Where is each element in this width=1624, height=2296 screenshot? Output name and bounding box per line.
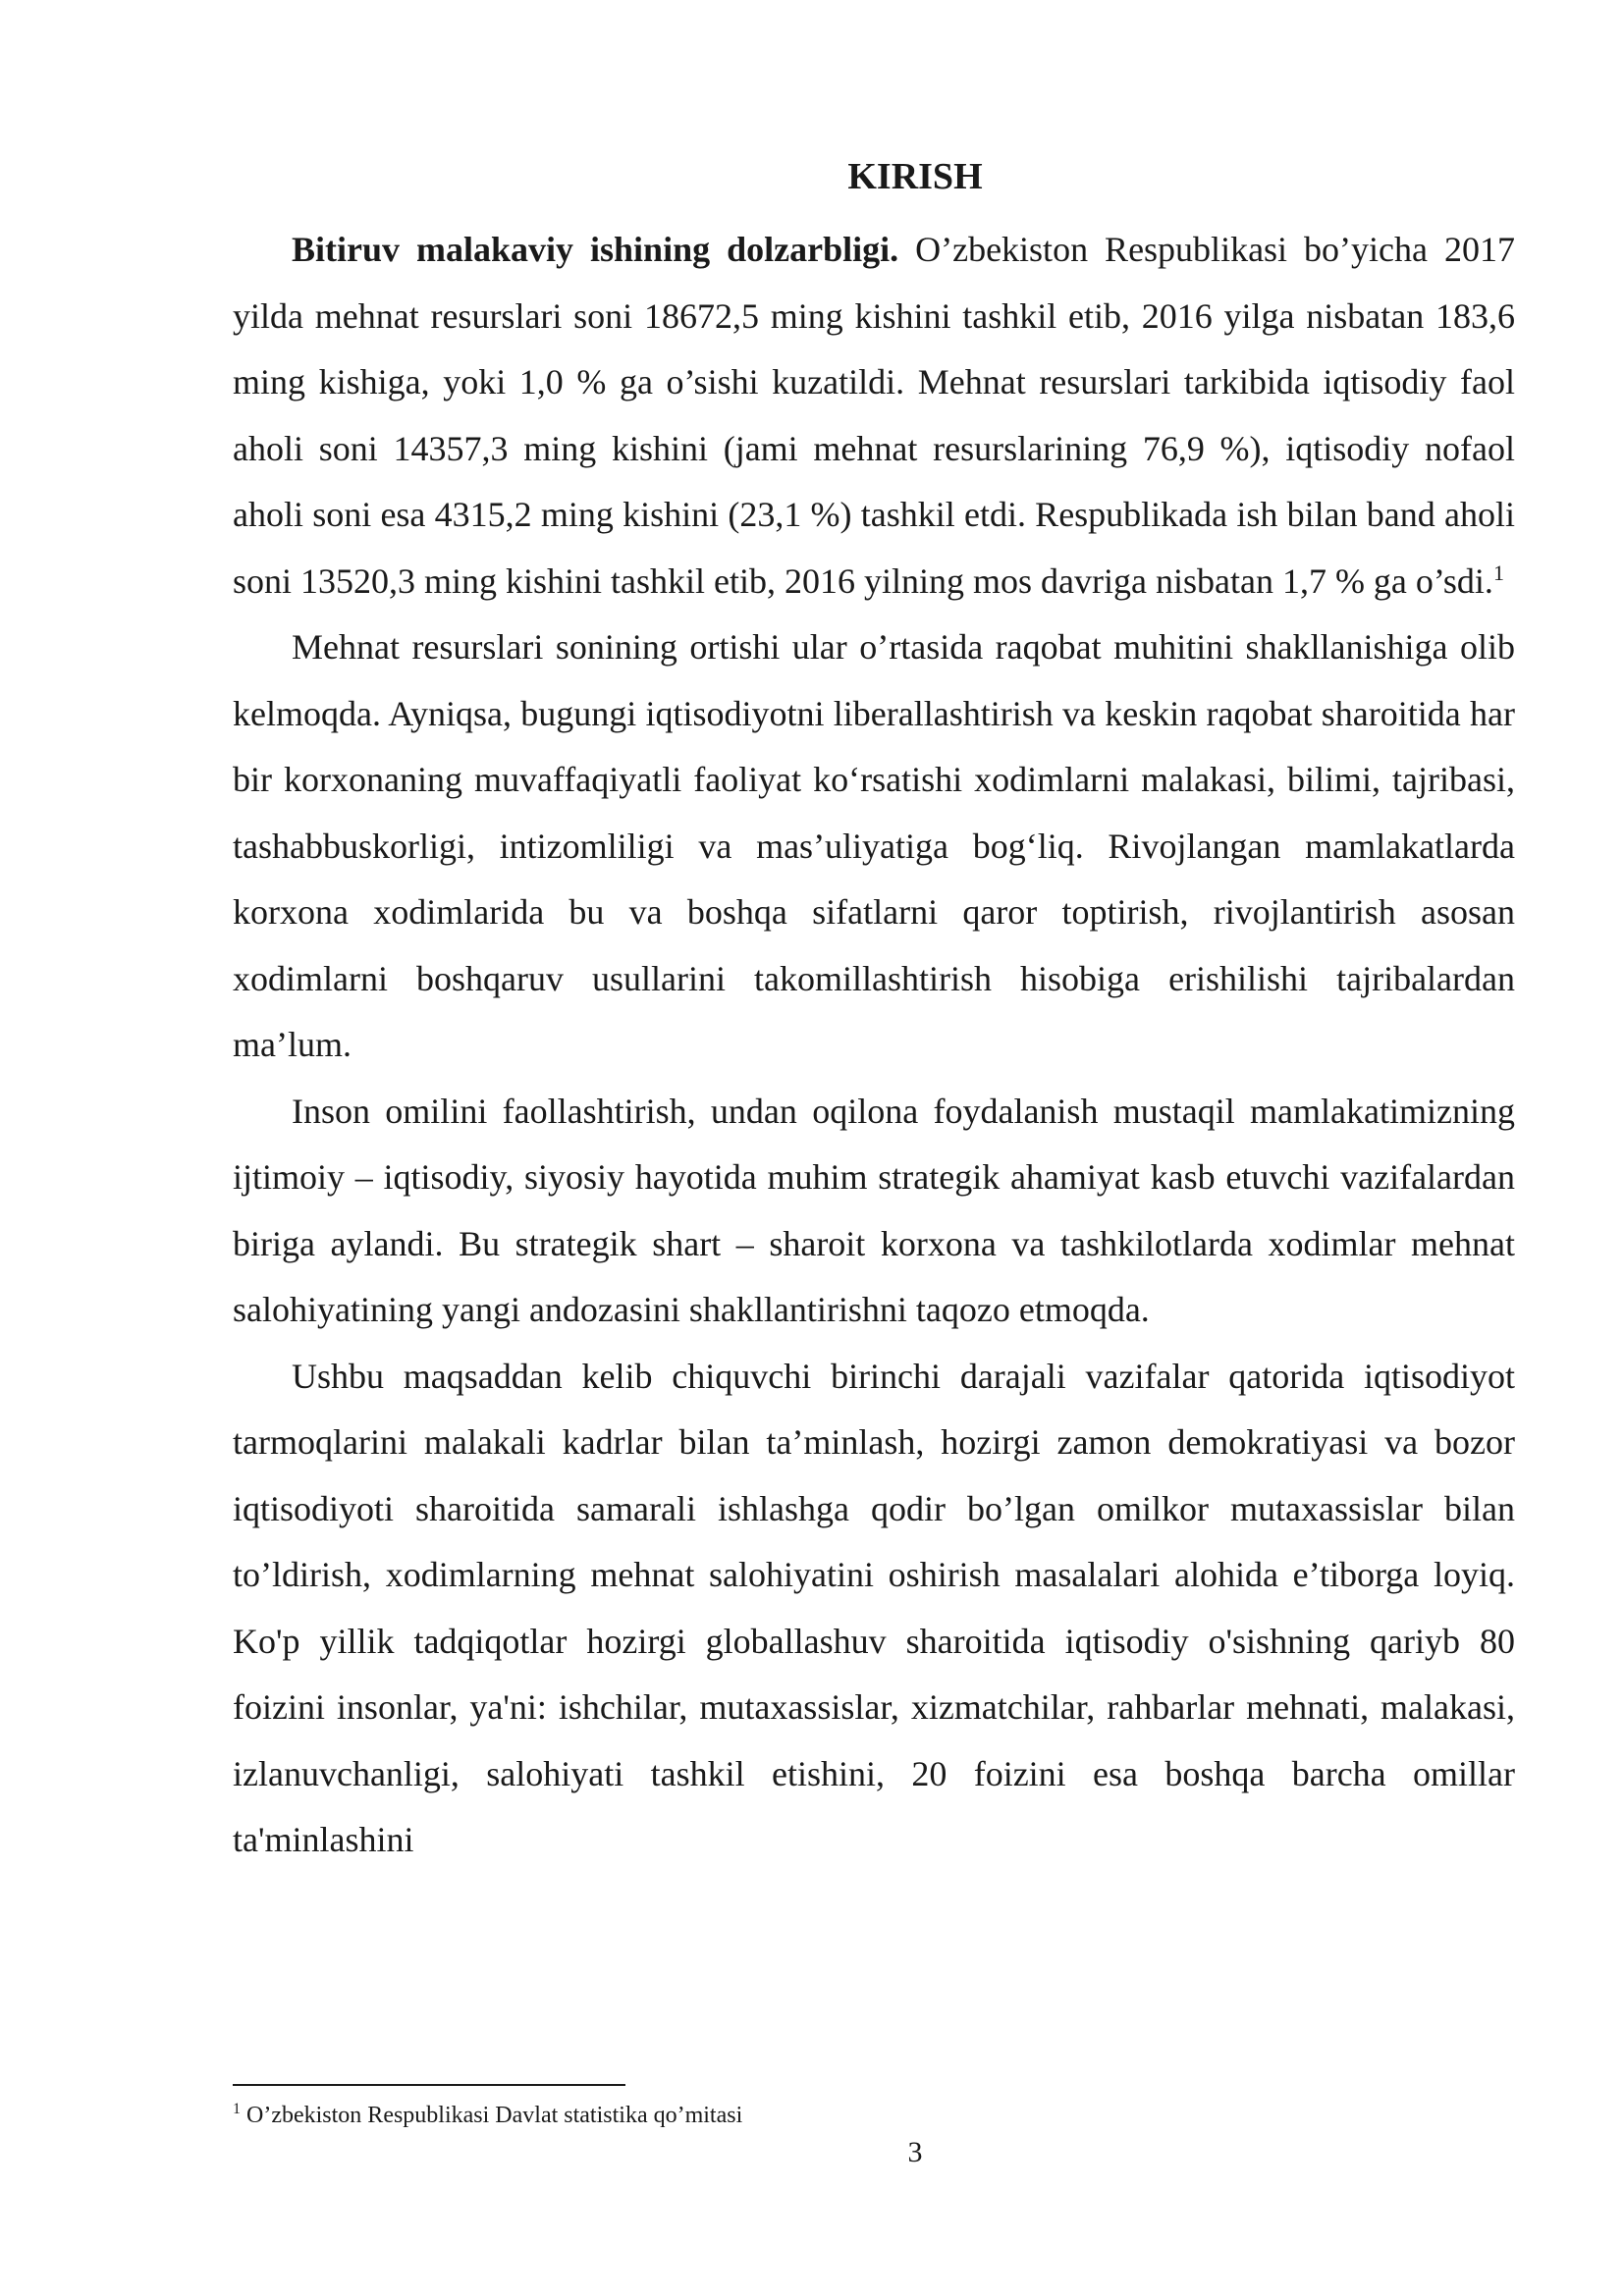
paragraph-human-factor: Inson omilini faollashtirish, undan oqilona foydalanish mustaqil mamlakatimizning ijtimoiy – iqtisodiy, siyosiy hayotida muhim strategik ahamiyat kasb etuvchi vazifalardan biriga aylandi. Bu strategik shart – sharoit korxona va tashkilotlarda xodimlar mehnat salohiyatining yangi andozasini shakllantirishni taqozo etmoqda. — [233, 1091, 1515, 1329]
footnote-text: O’zbekiston Respublikasi Davlat statistika qo’mitasi — [241, 2103, 743, 2128]
page-number: 3 — [907, 2136, 923, 2168]
paragraph-objectives: Ushbu maqsaddan kelib chiquvchi birinchi darajali vazifalar qatorida iqtisodiyot tarmoqlarini malakali kadrlar bilan ta’minlash, hozirgi zamon demokratiyasi va bozor iqtisodiyoti sharoitida samarali ishlashga qodir bo’lgan omilkor mutaxassislar bilan to’ldirish, xodimlarning mehnat salohiyatini oshirish masalalari alohida e’tiborga loyiq. Ko'p yillik tadqiqotlar hozirgi globallashuv sharoitida iqtisodiy o'sishning qariyb 80 foizini insonlar, ya'ni: ishchilar, mutaxassislar, xizmatchilar, rahbarlar mehnati, malakasi, izlanuvchanligi, salohiyati tashkil etishini, 20 foizini esa boshqa barcha omillar ta'minlashini — [233, 1356, 1515, 1859]
section-heading: KIRISH — [847, 156, 983, 197]
relevance-lead: Bitiruv malakaviy ishining dolzarbligi. — [292, 230, 899, 269]
relevance-text: O’zbekiston Respublikasi bo’yicha 2017 yilda mehnat resurslari soni 18672,5 ming kishini tashkil etib, 2016 yilga nisbatan 183,6 ming kishiga, yoki 1,0 % ga o’sishi kuzatildi. Mehnat resurslari tarkibida iqtisodiy faol aholi soni 14357,3 ming kishini (jami mehnat resurslarining 76,9 %), iqtisodiy nofaol aholi soni esa 4315,2 ming kishini (23,1 %) tashkil etdi. Respublikada ish bilan band aholi soni 13520,3 ming kishini tashkil etib, 2016 yilning mos davriga nisbatan 1,7 % ga o’sdi. — [233, 230, 1515, 601]
body-text — [233, 217, 1515, 1874]
footnote-reference[interactable]: 1 — [1492, 560, 1504, 585]
footnote-marker: 1 — [233, 2101, 241, 2117]
footnote-separator — [233, 2084, 625, 2086]
footnote — [233, 2101, 1515, 2130]
paragraph-relevance — [233, 217, 1515, 614]
paragraph-labor-resources: Mehnat resurslari sonining ortishi ular o’rtasida raqobat muhitini shakllanishiga olib kelmoqda. Ayniqsa, bugungi iqtisodiyotni liberallashtirish va keskin raqobat sharoitida har bir korxonaning muvaffaqiyatli faoliyat ko‘rsatishi xodimlarni malakasi, bilimi, tajribasi, tashabbuskorligi, intizomliligi va mas’uliyatiga bog‘liq. Rivojlangan mamlakatlarda korxona xodimlarida bu va boshqa sifatlarni qaror toptirish, rivojlantirish asosan xodimlarni boshqaruv usullarini takomillashtirish hisobiga erishilishi tajribalardan ma’lum. — [233, 627, 1515, 1064]
